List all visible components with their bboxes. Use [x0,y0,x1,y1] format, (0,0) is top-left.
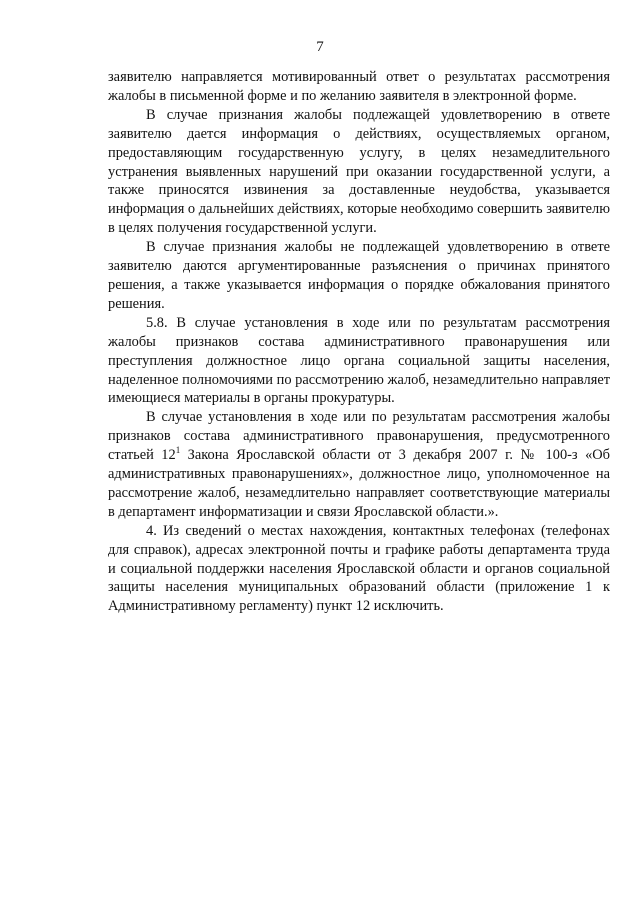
paragraph-complaint-rejected: В случае признания жалобы не подлежащей удовлетворению в ответе заявителю даются аргументированные разъяснения о причинах принятого решения, а также указывается информация о порядке обжалования принятого решения. [108,239,610,312]
paragraph-section-5-8: 5.8. В случае установления в ходе или по результатам рассмотрения жалобы признаков состава административного правонарушения или преступления должностное лицо органа социальной защиты населения, наделенное полномочиями по рассмотрению жалоб, незамедлительно направляет имеющиеся материалы в органы прокуратуры. [108,314,610,407]
article-superscript: 1 [175,445,181,456]
regional-law-text-after: Закона Ярославской области от 3 декабря 2007 г. № 100-з «Об административных правонарушениях», должностное лицо, уполномоченное на рассмотрение жалоб, незамедлительно направляет соответствующие материалы в департамент информатизации и связи Ярославской области.». [108,447,611,520]
document-body [108,68,610,616]
paragraph-response-sent: заявителю направляется мотивированный ответ о результатах рассмотрения жалобы в письменной форме и по желанию заявителя в электронной форме. [108,69,610,104]
paragraph-complaint-satisfied: В случае признания жалобы подлежащей удовлетворению в ответе заявителю дается информация о действиях, осуществляемых органом, предоставляющим государственную услугу, в целях незамедлительного устранения выявленных нарушений при оказании государственной услуги, а также приносятся извинения за доставленные неудобства, указывается информация о дальнейших действиях, которые необходимо совершить заявителю в целях получения государственной услуги. [108,106,610,237]
paragraph-regional-law [108,408,610,521]
page-number: 7 [316,39,324,55]
paragraph-item-4: 4. Из сведений о местах нахождения, контактных телефонах (телефонах для справок), адресах электронной почты и графике работы департамента труда и социальной поддержки населения Ярославской области и органов социальной защиты населения муниципальных образований области (приложение 1 к Административному регламенту) пункт 12 исключить. [108,522,610,615]
regional-law-text-before: В случае установления в ходе или по результатам рассмотрения жалобы признаков состава административного правонарушения, предусмотренного статьей 12 [108,409,610,464]
